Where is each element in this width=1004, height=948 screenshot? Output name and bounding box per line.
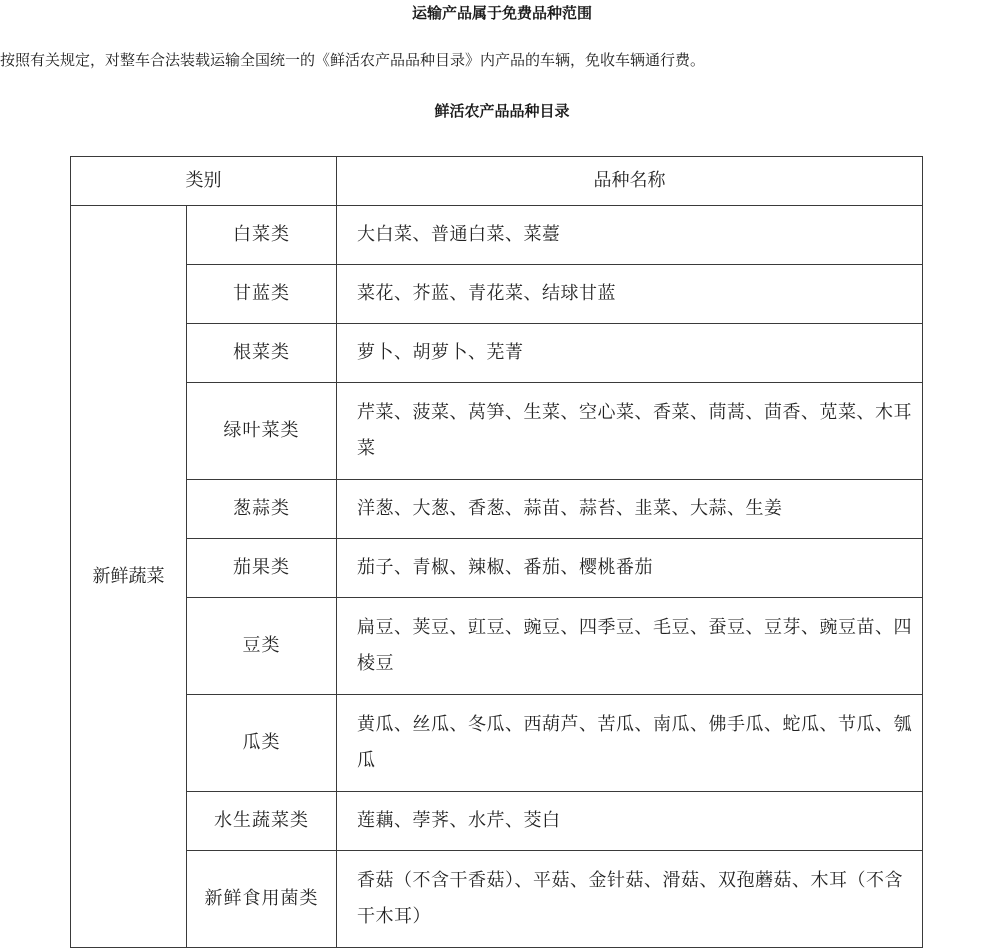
table-row: [71, 324, 923, 383]
table-row: [71, 539, 923, 598]
table-row: [71, 598, 923, 695]
subcategory-cell: 新鲜食用菌类: [187, 851, 337, 948]
table-row: [71, 792, 923, 851]
catalog-table: [70, 156, 923, 948]
catalog-table-container: [70, 156, 922, 927]
varieties-cell: 香菇（不含干香菇）、平菇、金针菇、滑菇、双孢蘑菇、木耳（不含干木耳）: [337, 851, 923, 948]
header-category: 类别: [71, 157, 337, 206]
notice-paragraph: 按照有关规定，对整车合法装载运输全国统一的《鲜活农产品品种目录》内产品的车辆，免收车辆通行费。: [0, 51, 706, 69]
varieties-cell: 大白菜、普通白菜、菜薹: [337, 206, 923, 265]
subcategory-cell: 绿叶菜类: [187, 383, 337, 480]
table-row: [71, 383, 923, 480]
varieties-cell: 茄子、青椒、辣椒、番茄、樱桃番茄: [337, 539, 923, 598]
category-group-cell: 新鲜蔬菜: [71, 206, 187, 948]
subcategory-cell: 豆类: [187, 598, 337, 695]
varieties-cell: 黄瓜、丝瓜、冬瓜、西葫芦、苦瓜、南瓜、佛手瓜、蛇瓜、节瓜、瓠瓜: [337, 695, 923, 792]
subcategory-cell: 根菜类: [187, 324, 337, 383]
header-varieties: 品种名称: [337, 157, 923, 206]
subcategory-cell: 瓜类: [187, 695, 337, 792]
table-row: [71, 265, 923, 324]
table-row: [71, 480, 923, 539]
varieties-cell: 芹菜、菠菜、莴笋、生菜、空心菜、香菜、茼蒿、茴香、苋菜、木耳菜: [337, 383, 923, 480]
table-row: [71, 851, 923, 948]
table-row: [71, 695, 923, 792]
table-row: [71, 206, 923, 265]
subcategory-cell: 葱蒜类: [187, 480, 337, 539]
subcategory-cell: 甘蓝类: [187, 265, 337, 324]
varieties-cell: 洋葱、大葱、香葱、蒜苗、蒜苔、韭菜、大蒜、生姜: [337, 480, 923, 539]
table-header-row: [71, 157, 923, 206]
varieties-cell: 萝卜、胡萝卜、芜菁: [337, 324, 923, 383]
subcategory-cell: 白菜类: [187, 206, 337, 265]
table-title: 鲜活农产品品种目录: [434, 102, 570, 120]
subcategory-cell: 茄果类: [187, 539, 337, 598]
subcategory-cell: 水生蔬菜类: [187, 792, 337, 851]
varieties-cell: 菜花、芥蓝、青花菜、结球甘蓝: [337, 265, 923, 324]
varieties-cell: 扁豆、荚豆、豇豆、豌豆、四季豆、毛豆、蚕豆、豆芽、豌豆苗、四棱豆: [337, 598, 923, 695]
page-title: 运输产品属于免费品种范围: [411, 4, 592, 22]
varieties-cell: 莲藕、荸荠、水芹、茭白: [337, 792, 923, 851]
